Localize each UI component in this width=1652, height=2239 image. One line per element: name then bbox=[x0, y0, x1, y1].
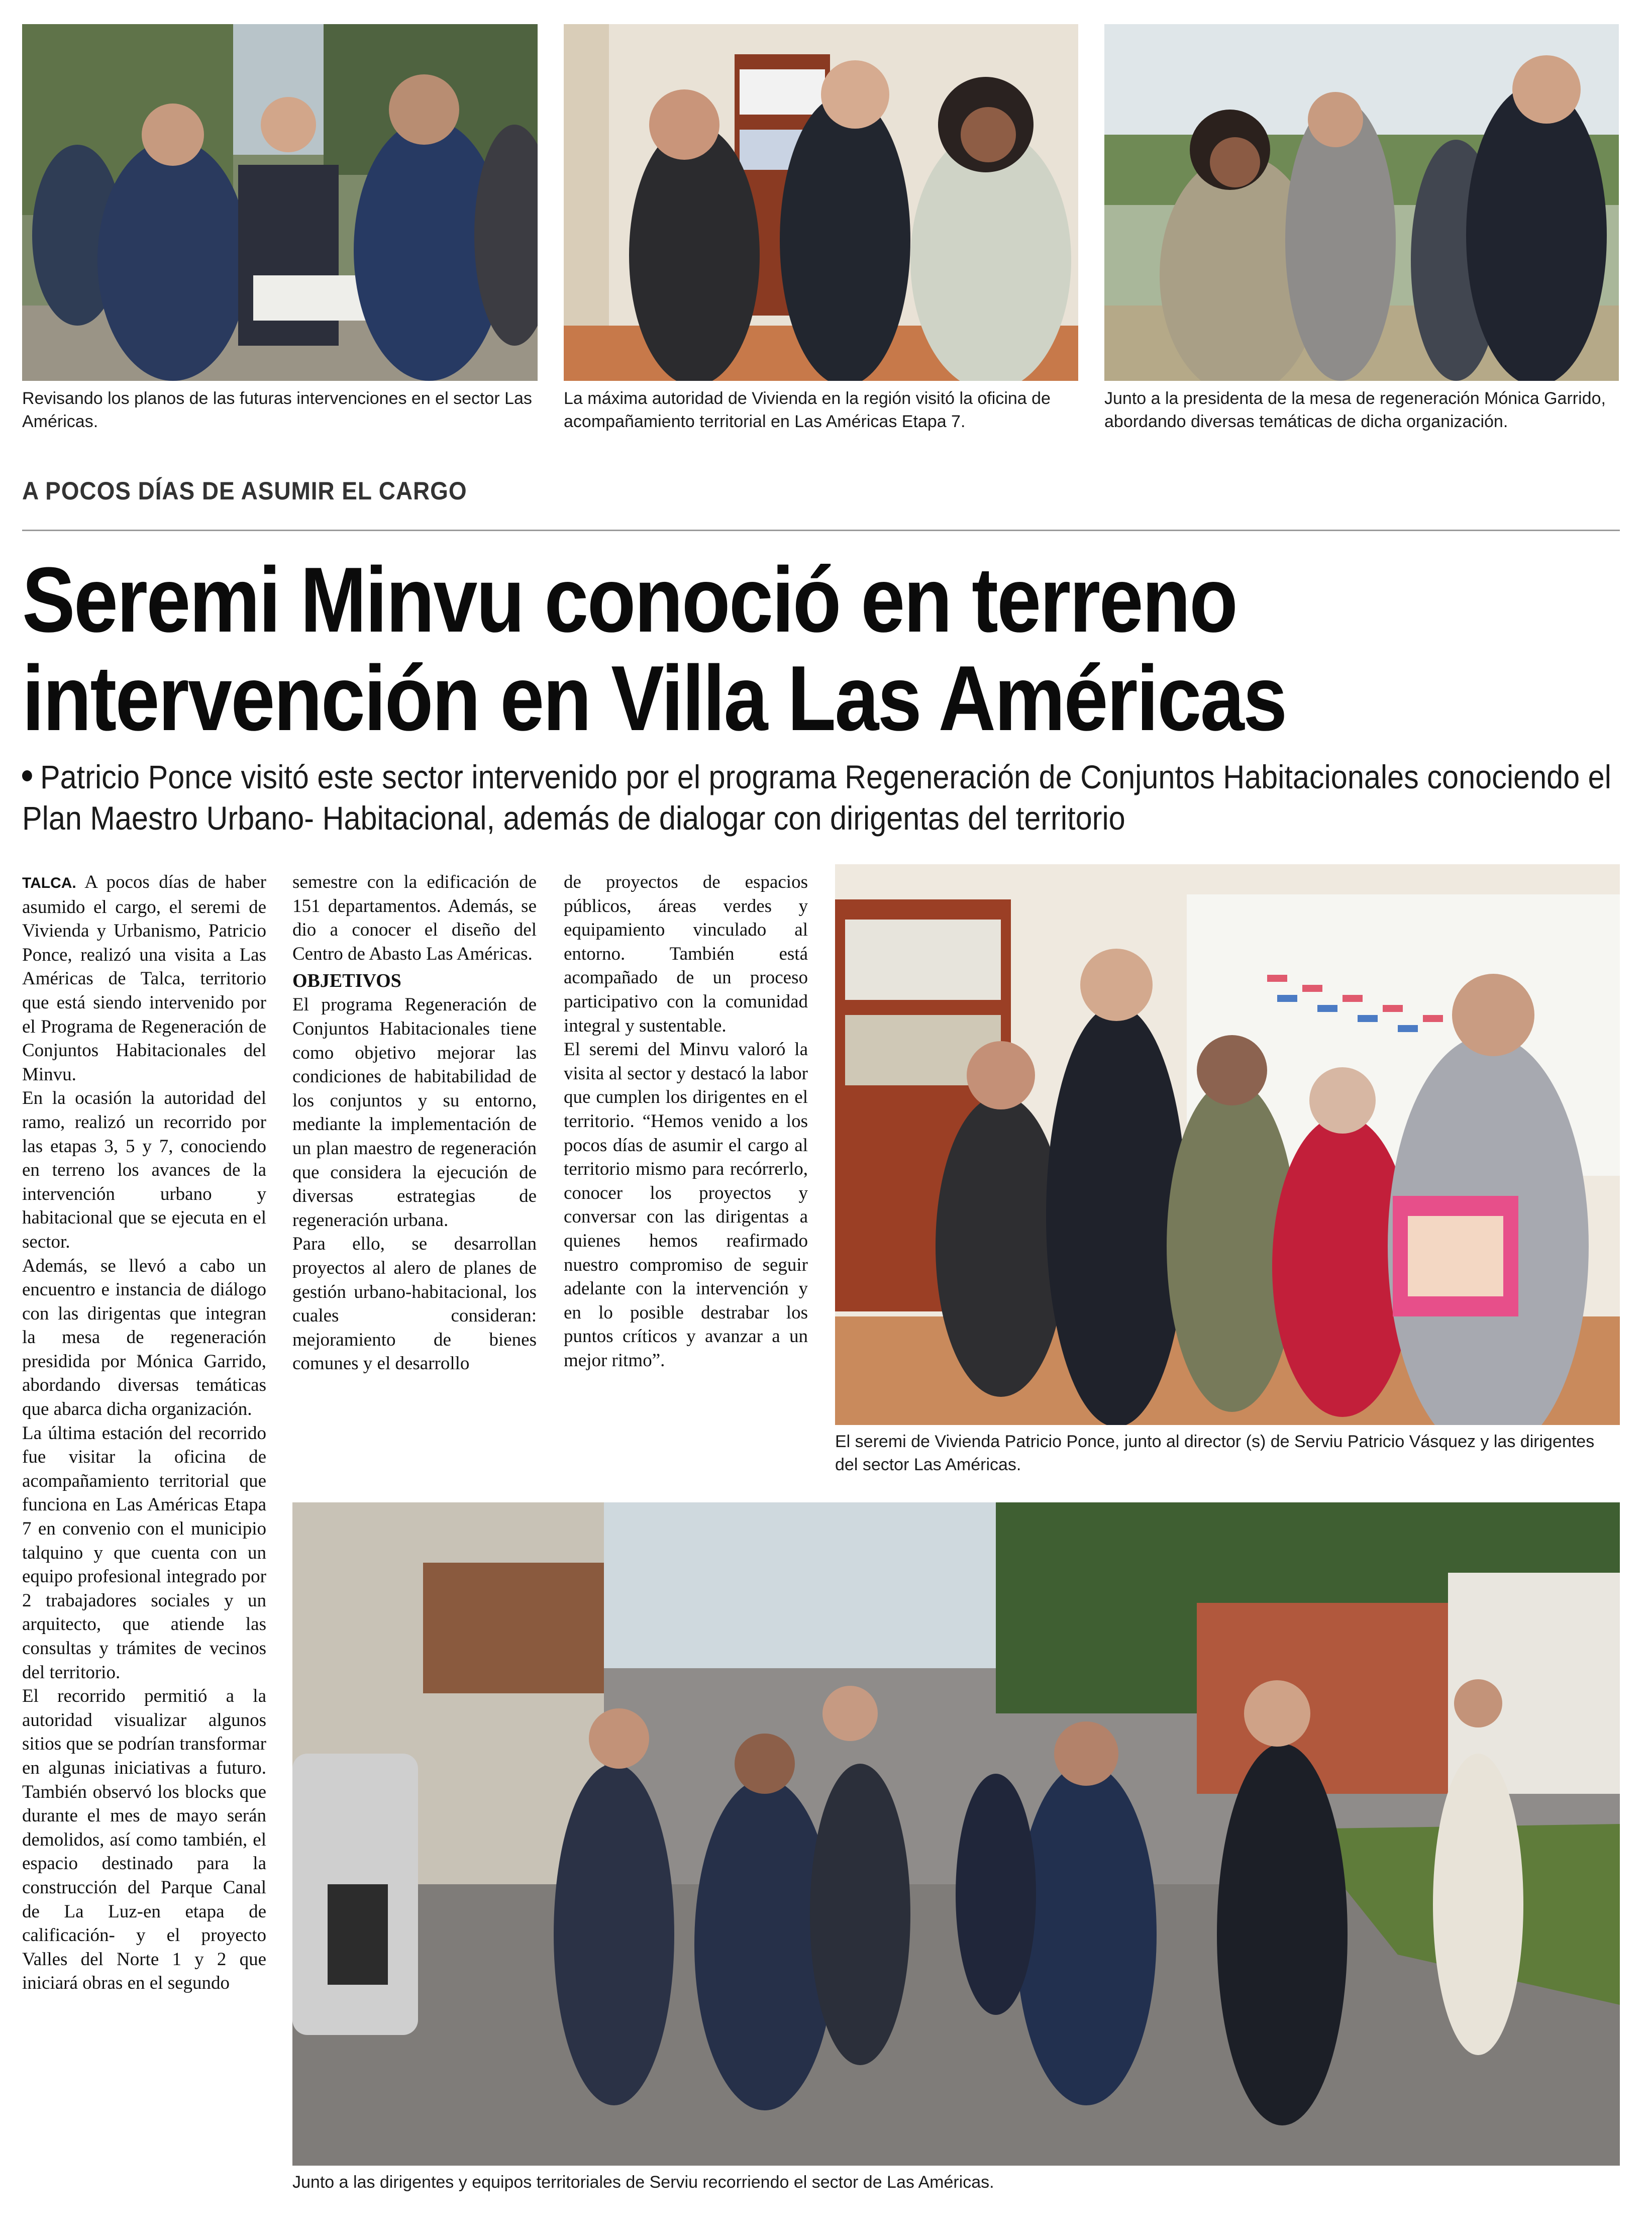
headline-line-2: intervención en Villa Las Américas bbox=[22, 646, 1286, 750]
article-column-3 bbox=[564, 870, 808, 1372]
bullet-icon bbox=[22, 770, 32, 781]
paragraph: El programa Regeneración de Conjuntos Habitacionales tiene como objetivo mejorar las condiciones de habitabilidad de los conjuntos y su entorno, mediante la implementación de un plan maestro de regeneración que considera la ejecución de diversas estrategias de regeneración urbana. bbox=[292, 994, 537, 1231]
photo-with-president bbox=[1104, 24, 1619, 381]
paragraph: El seremi del Minvu valoró la visita al sector y destacó la labor que cumplen los dirigentes en el territorio. “Hemos venido a los pocos días de asumir el cargo al territorio mismo para recórrerlo, conocer los proyectos y conversar con las dirigentas a quienes hemos reafirmado nuestro compromiso de seguir adelante con la intervención y en lo posible destrabar los puntos críticos y avanzar a un mejor ritmo”. bbox=[564, 1039, 808, 1371]
article-column-1 bbox=[22, 870, 266, 1995]
photo-reviewing-plans bbox=[22, 24, 538, 381]
photo-reviewing-plans-caption: Revisando los planos de las futuras intervenciones en el sector Las Américas. bbox=[22, 389, 532, 431]
photo-office-visit bbox=[564, 24, 1078, 381]
photo-street-walk-caption: Junto a las dirigentes y equipos territoriales de Serviu recorriendo el sector de Las Américas. bbox=[292, 2173, 994, 2192]
photo-group-office bbox=[835, 864, 1620, 1425]
photo-with-president-caption: Junto a la presidenta de la mesa de regeneración Mónica Garrido, abordando diversas temáticas de dicha organización. bbox=[1104, 389, 1606, 431]
headline bbox=[22, 548, 1396, 750]
deck-subtitle bbox=[22, 756, 1614, 839]
photo-group-office-caption: El seremi de Vivienda Patricio Ponce, junto al director (s) de Serviu Patricio Vásquez y las dirigentes del sector Las Américas. bbox=[835, 1432, 1595, 1474]
photo-street-walk bbox=[292, 1502, 1620, 2166]
paragraph: La última estación del recorrido fue visitar la oficina de acompañamiento territorial que funciona en Las Américas Etapa 7 en convenio con el municipio talquino y que cuenta con un equipo profesional integrado por 2 trabajadores sociales y un arquitecto, que atiende las consultas y trámites de vecinos del territorio. bbox=[22, 1422, 266, 1683]
paragraph: Además, se llevó a cabo un encuentro e instancia de diálogo con las dirigentas que integran la mesa de regeneración presidida por Mónica Garrido, abordando diversas temáticas que abarca dicha organización. bbox=[22, 1255, 266, 1420]
paragraph: semestre con la edificación de 151 departamentos. Además, se dio a conocer el diseño del Centro de Abasto Las Américas. bbox=[292, 872, 537, 964]
deck-text: Patricio Ponce visitó este sector intervenido por el programa Regeneración de Conjuntos Habitacionales conociendo el Plan Maestro Urbano- Habitacional, además de dialogar con dirigentas del territorio bbox=[22, 758, 1611, 837]
paragraph: En la ocasión la autoridad del ramo, realizó un recorrido por las etapas 3, 5 y 7, conociendo en terreno los avances de la intervención urbano y habitacional que se ejecuta en el sector. bbox=[22, 1088, 266, 1252]
divider-rule bbox=[22, 530, 1620, 531]
subhead-objetivos: OBJETIVOS bbox=[292, 970, 401, 992]
paragraph: Para ello, se desarrollan proyectos al alero de planes de gestión urbano-habitacional, los cuales consideran: mejoramiento de bienes comunes y el desarrollo bbox=[292, 1234, 537, 1374]
photo-office-visit-caption: La máxima autoridad de Vivienda en la región visitó la oficina de acompañamiento territorial en Las Américas Etapa 7. bbox=[564, 389, 1051, 431]
dateline: TALCA. bbox=[22, 875, 76, 891]
paragraph: TALCA. A pocos días de haber asumido el cargo, el seremi de Vivienda y Urbanismo, Patricio Ponce, realizó una visita a Las Américas de Talca, territorio que está siendo intervenido por el Programa de Regeneración de Conjuntos Habitacionales del Minvu. bbox=[22, 872, 266, 1085]
paragraph: de proyectos de espacios públicos, áreas verdes y equipamiento vinculado al entorno. También está acompañado de un proceso participativo con la comunidad integral y sustentable. bbox=[564, 872, 808, 1036]
paragraph: El recorrido permitió a la autoridad visualizar algunos sitios que se podrían transformar en algunas iniciativas a futuro. También observó los blocks que durante el mes de mayo serán demolidos, así como también, el espacio destinado para la construcción del Parque Canal de La Luz-en etapa de calificación- y el proyecto Valles del Norte 1 y 2 que iniciará obras en el segundo bbox=[22, 1686, 266, 1994]
kicker: A POCOS DÍAS DE ASUMIR EL CARGO bbox=[22, 477, 467, 505]
headline-line-1: Seremi Minvu conoció en terreno bbox=[22, 548, 1237, 651]
article-column-2 bbox=[292, 870, 537, 1376]
